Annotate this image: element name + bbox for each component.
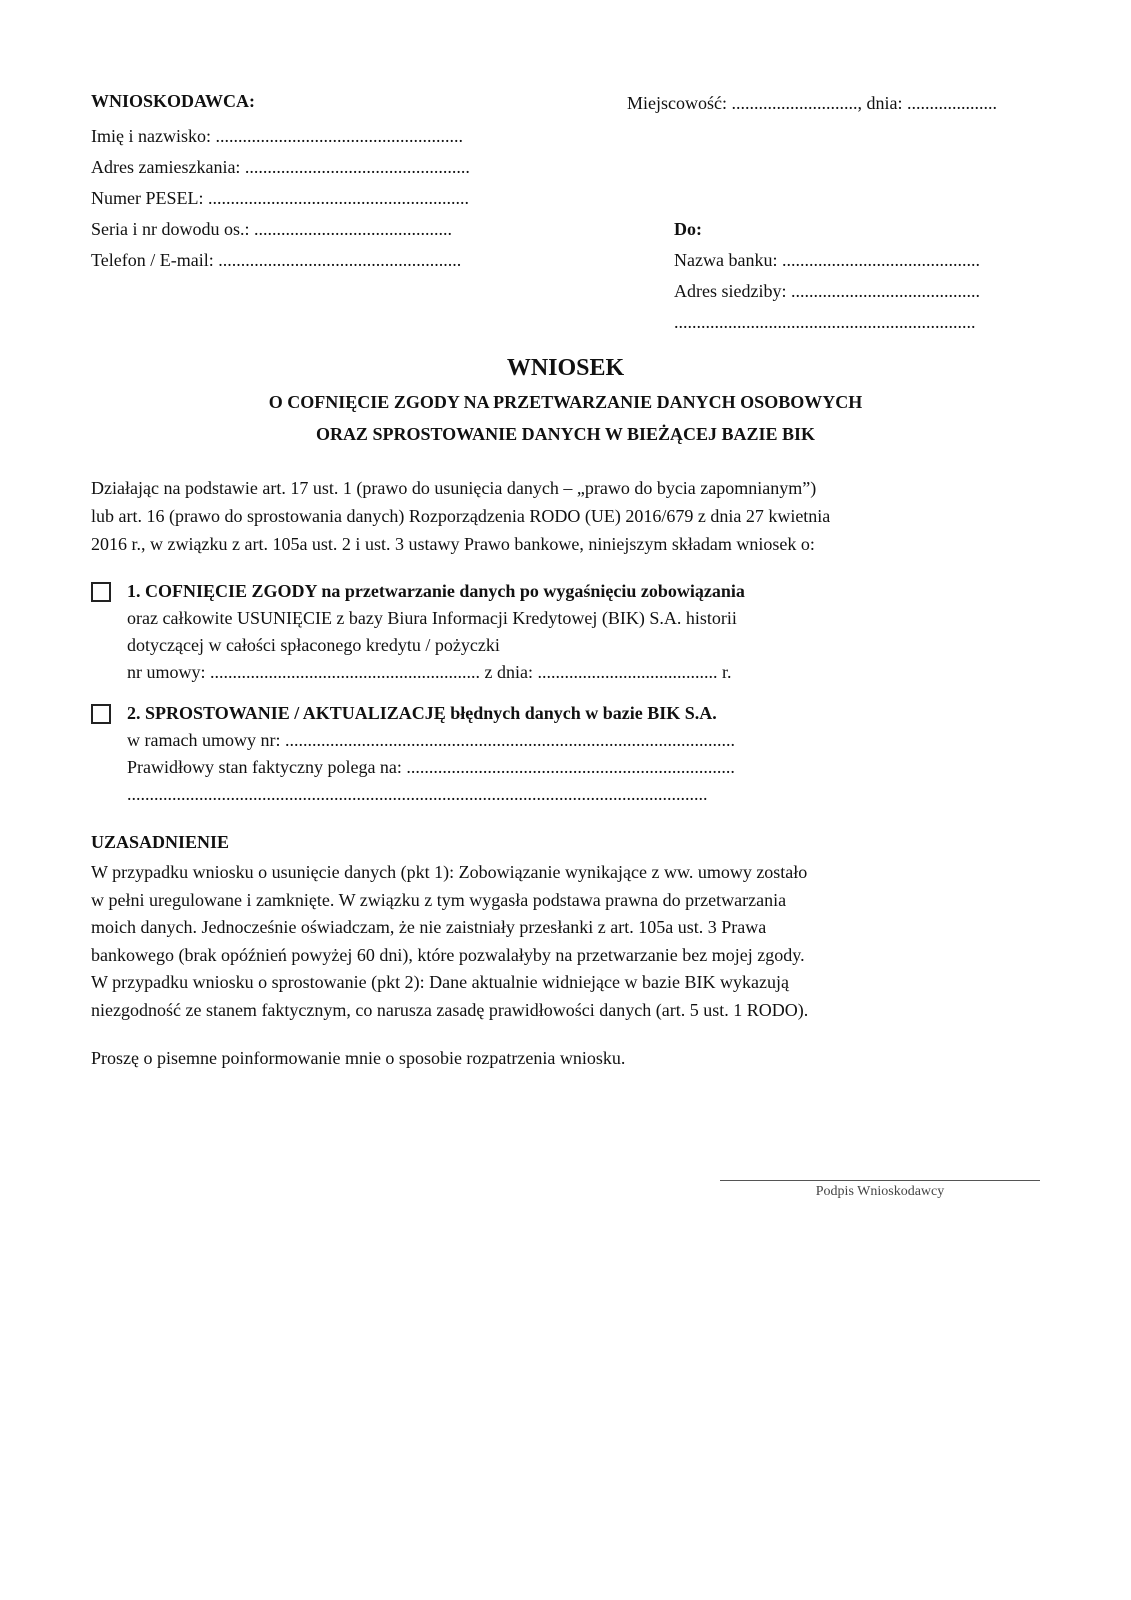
document-title: WNIOSEK [506, 355, 625, 381]
justification-line: moich danych. Jednocześnie oświadczam, że nie zaistniały przesłanki z art. 105a ust. 3 Prawa [91, 917, 767, 937]
applicant-block [91, 86, 470, 276]
justification-heading: UZASADNIENIE [91, 832, 230, 852]
signature-label: Podpis Wnioskodawcy [815, 1184, 945, 1199]
option-2-heading: 2. SPROSTOWANIE / AKTUALIZACJĘ błędnych danych w bazie BIK S.A. [127, 703, 717, 723]
closing-sentence: Proszę o pisemne poinformowanie mnie o sposobie rozpatrzenia wniosku. [91, 1048, 626, 1068]
applicant-name-field: Imię i nazwisko: ....................................................... [91, 126, 463, 146]
option-2-contract-field: w ramach umowy nr: .................................................................................................... [127, 730, 735, 750]
applicant-id-field: Seria i nr dowodu os.: ............................................ [91, 219, 452, 239]
recipient-block [674, 214, 980, 338]
applicant-address-field: Adres zamieszkania: .................................................. [91, 157, 470, 177]
recipient-heading: Do: [674, 219, 702, 239]
option-1-checkbox[interactable] [91, 582, 111, 602]
option-1-line: dotyczącej w całości spłaconego kredytu / pożyczki [127, 635, 500, 655]
justification-line: w pełni uregulowane i zamknięte. W związku z tym wygasła podstawa prawna do przetwarzania [91, 889, 787, 910]
justification-line: bankowego (brak opóźnień powyżej 60 dni), które pozwalałyby na przetwarzanie bez mojej zgody. [91, 944, 805, 965]
bank-name-field: Nazwa banku: ............................................ [674, 250, 980, 270]
option-2-facts-line2: ................................................................................................................................. [127, 784, 708, 804]
intro-paragraph [91, 474, 830, 558]
option-2-checkbox[interactable] [91, 704, 111, 724]
intro-line: Działając na podstawie art. 17 ust. 1 (prawo do usunięcia danych – „prawo do bycia zapomnianym”) [91, 478, 817, 498]
document-subtitle-line-2: ORAZ SPROSTOWANIE DANYCH W BIEŻĄCEJ BAZIE BIK [315, 424, 816, 444]
bank-address-line2-field: ................................................................... [674, 312, 976, 332]
justification-line: W przypadku wniosku o usunięcie danych (pkt 1): Zobowiązanie wynikające z ww. umowy zostało [91, 862, 808, 882]
applicant-contact-field: Telefon / E-mail: ...................................................... [91, 250, 462, 270]
option-1-contract-field: nr umowy: ............................................................ z dnia: ........................................ r. [127, 662, 732, 682]
bank-address-field: Adres siedziby: .......................................... [674, 281, 980, 301]
signature-line [720, 1180, 1040, 1181]
justification-line: niezgodność ze stanem faktycznym, co narusza zasadę prawidłowości danych (art. 5 ust. 1 RODO). [91, 999, 809, 1020]
place-date-field: Miejscowość: ............................, dnia: .................... [627, 93, 997, 113]
document-subtitle-line-1: O COFNIĘCIE ZGODY NA PRZETWARZANIE DANYCH OSOBOWYCH [268, 392, 863, 412]
option-2 [91, 700, 735, 808]
option-1-line: oraz całkowite USUNIĘCIE z bazy Biura Informacji Kredytowej (BIK) S.A. historii [127, 608, 737, 628]
option-2-facts-field: Prawidłowy stan faktyczny polega na: ......................................................................... [127, 757, 735, 777]
option-1-heading: 1. COFNIĘCIE ZGODY na przetwarzanie danych po wygaśnięciu zobowiązania [127, 581, 745, 601]
option-1 [91, 578, 745, 686]
intro-line: 2016 r., w związku z art. 105a ust. 2 i ust. 3 ustawy Prawo bankowe, niniejszym składam wniosek o: [91, 534, 815, 554]
justification-paragraph [91, 859, 808, 1024]
applicant-heading: WNIOSKODAWCA: [91, 91, 256, 111]
intro-line: lub art. 16 (prawo do sprostowania danych) Rozporządzenia RODO (UE) 2016/679 z dnia 27 kwietnia [91, 506, 831, 526]
justification-line: W przypadku wniosku o sprostowanie (pkt 2): Dane aktualnie widniejące w bazie BIK wykazują [91, 972, 789, 992]
applicant-pesel-field: Numer PESEL: .......................................................... [91, 188, 469, 208]
